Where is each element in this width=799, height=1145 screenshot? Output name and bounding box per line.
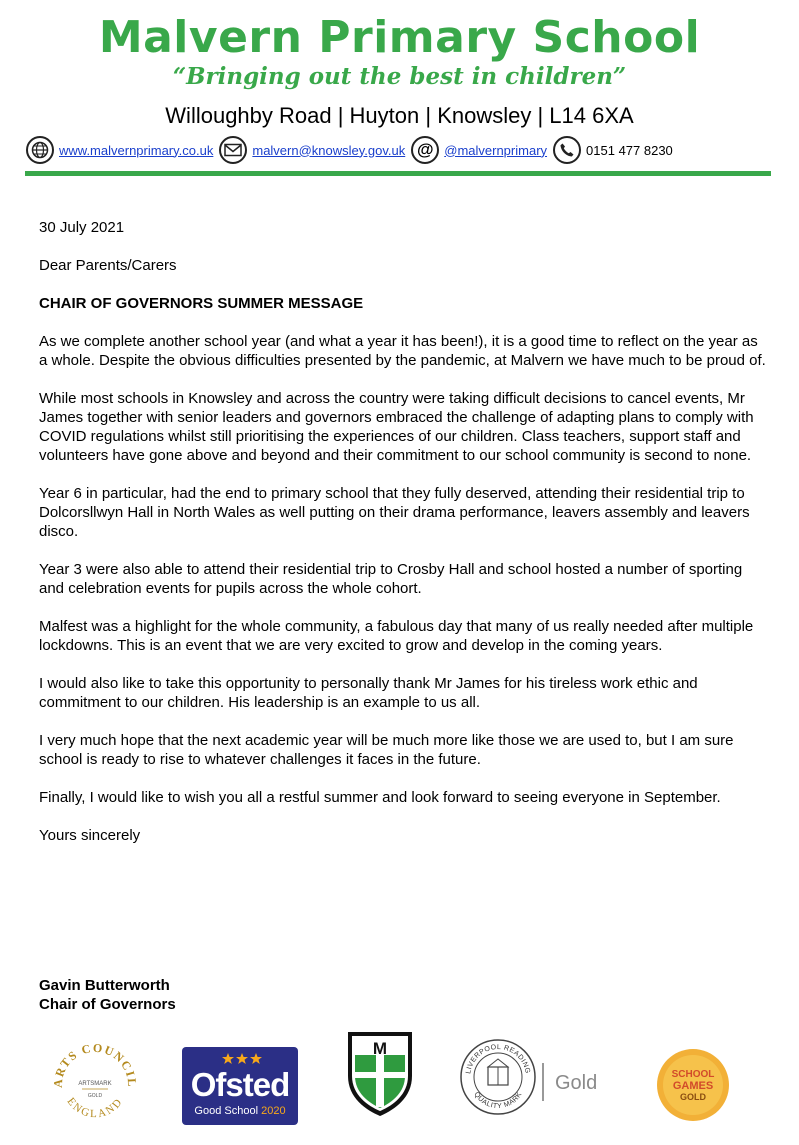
ofsted-badge xyxy=(182,1047,298,1125)
liverpool-reading-badge xyxy=(458,1037,538,1117)
school-games-badge xyxy=(655,1047,731,1123)
letter-paragraph: I very much hope that the next academic year will be much more like those we are used to, but I am sure school is ready to rise to whatever challenges it faces in the future. xyxy=(39,732,734,768)
website-link[interactable]: www.malvernprimary.co.uk xyxy=(59,142,214,158)
divider-line xyxy=(542,1063,544,1101)
svg-text:GAMES: GAMES xyxy=(672,1080,714,1092)
signature-block xyxy=(39,976,176,1014)
globe-icon xyxy=(26,136,54,164)
phone-icon xyxy=(553,136,581,164)
school-name: Malvern Primary School xyxy=(98,12,701,63)
svg-text:M: M xyxy=(372,1039,388,1058)
svg-text:LIVERPOOL READING: LIVERPOOL READING xyxy=(465,1043,531,1075)
header-divider xyxy=(25,171,771,176)
contact-website[interactable] xyxy=(26,136,213,164)
letter-paragraph: Malfest was a highlight for the whole community, a fabulous day that many of us really needed after multiple lockdowns. This is an event that we are very excited to grow and develop in the coming years. xyxy=(39,618,754,654)
at-sign-icon: @ xyxy=(411,136,439,164)
letter-paragraph: Year 6 in particular, had the end to primary school that they fully deserved, attending their residential trip to Dolcorsllwyn Hall in North Wales as well putting on their drama performance, leavers assembly and leavers disco. xyxy=(39,485,750,540)
svg-text:ENGLAND: ENGLAND xyxy=(64,1095,126,1121)
contact-bar xyxy=(26,134,679,166)
contact-phone[interactable] xyxy=(553,136,673,164)
ofsted-wordmark: Ofsted xyxy=(190,1066,290,1103)
letter-body xyxy=(39,218,769,845)
letter-paragraph: I would also like to take this opportunity to personally thank Mr James for his tireless work ethic and commitment to our children. His leadership is an example to us all. xyxy=(39,675,698,711)
letter-date: 30 July 2021 xyxy=(39,219,125,236)
letter-signoff: Yours sincerely xyxy=(39,827,141,844)
social-handle-link[interactable]: @malvernprimary xyxy=(444,142,548,158)
letter-paragraph: Year 3 were also able to attend their residential trip to Crosby Hall and school hosted a number of sporting and celebration events for pupils across the whole cohort. xyxy=(39,561,743,597)
contact-social[interactable] xyxy=(411,136,547,164)
letter-paragraph: As we complete another school year (and what a year it has been!), it is a good time to reflect on the year as a whole. Despite the obvious difficulties presented by the pandemic, at Malvern we have much to be proud of. xyxy=(39,333,766,369)
svg-text:SCHOOL: SCHOOL xyxy=(671,1069,715,1080)
school-motto: “Bringing out the best in children” xyxy=(172,63,627,90)
svg-text:GOLD: GOLD xyxy=(87,1093,103,1099)
svg-text:ARTSMARK: ARTSMARK xyxy=(78,1081,112,1087)
svg-text:GOLD: GOLD xyxy=(680,1092,706,1102)
letter-salutation: Dear Parents/Carers xyxy=(39,257,177,274)
svg-text:ARTS COUNCIL: ARTS COUNCIL xyxy=(50,1040,140,1089)
email-link[interactable]: malvern@knowsley.gov.uk xyxy=(252,142,406,158)
phone-number: 0151 477 8230 xyxy=(586,142,673,158)
ofsted-rating: Good School 2020 xyxy=(194,1105,286,1117)
letter-paragraph: Finally, I would like to wish you all a restful summer and look forward to seeing everyone in September. xyxy=(39,789,721,806)
signatory-role: Chair of Governors xyxy=(39,996,176,1013)
contact-email[interactable] xyxy=(219,136,405,164)
school-address: Willoughby Road | Huyton | Knowsley | L14 6XA xyxy=(165,103,634,128)
arts-council-badge xyxy=(50,1033,140,1133)
letter-paragraph: While most schools in Knowsley and across the country were taking difficult decisions to cancel events, Mr James together with senior leaders and governors embraced the challenge of adapting plans to comply with COVID regulations whilst still prioritising the experiences of our children. Class teachers, support staff and volunteers have gone above and beyond and their commitment to our school community is second to none. xyxy=(39,390,754,464)
reading-mark-level: Gold xyxy=(555,1072,598,1094)
signatory-name: Gavin Butterworth xyxy=(39,977,170,994)
school-crest xyxy=(346,1030,414,1118)
letter-heading: CHAIR OF GOVERNORS SUMMER MESSAGE xyxy=(39,295,364,312)
envelope-icon xyxy=(219,136,247,164)
svg-text:QUALITY MARK: QUALITY MARK xyxy=(472,1091,524,1111)
accreditation-badges xyxy=(0,1025,799,1135)
